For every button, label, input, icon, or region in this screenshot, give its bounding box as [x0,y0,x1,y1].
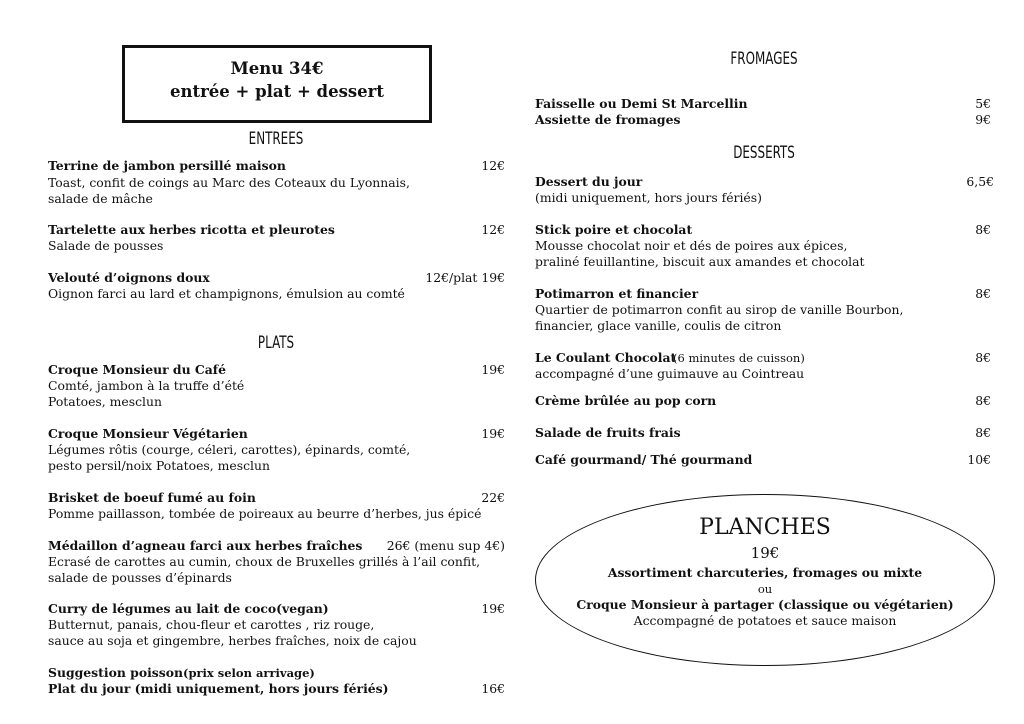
entrees-heading: ENTREES [248,129,304,149]
planches-or: ou [757,582,773,596]
dessert-description: Mousse chocolat noir et dés de poires aux épices, [535,238,848,253]
dessert-name: Crème brûlée au pop corn [535,393,717,408]
plat-description: Ecrasé de carottes au cumin, choux de Bruxelles grillés à l’ail confit, [48,554,481,569]
plat-description: Pomme paillasson, tombée de poireaux au beurre d’herbes, jus épicé [48,506,482,521]
dessert-price: 8€ [975,286,991,301]
fromage-name: Assiette de fromages [535,112,681,127]
plat-name: Médaillon d’agneau farci aux herbes fraîches [48,538,363,553]
dessert-description: praliné feuillantine, biscuit aux amandes et chocolat [535,254,865,269]
fromage-price: 9€ [975,112,991,127]
plat-price: 19€ [481,601,505,616]
entree-name: Tartelette aux herbes ricotta et pleurotes [48,222,335,237]
plat-description: Légumes rôtis (courge, céleri, carottes), épinards, comté, [48,442,411,457]
plat-name: Brisket de boeuf fumé au foin [48,490,256,505]
plat-name: Plat du jour (midi uniquement, hors jours fériés) [48,681,389,696]
entree-price: 12€ [481,222,505,237]
entree-description: Salade de pousses [48,238,164,253]
dessert-description: (midi uniquement, hors jours fériés) [535,190,762,205]
entree-price: 12€/plat 19€ [425,270,505,285]
plat-description: pesto persil/noix Potatoes, mesclun [48,458,270,473]
plat-price: 19€ [481,362,505,377]
entree-name: Terrine de jambon persillé maison [48,158,286,173]
dessert-price: 10€ [967,452,991,467]
fromage-price: 5€ [975,96,991,111]
dessert-note: (6 minutes de cuisson) [673,351,805,365]
entree-name: Velouté d’oignons doux [48,270,210,285]
plat-price: 16€ [481,681,505,696]
plat-price: 26€ (menu sup 4€) [386,538,505,553]
plat-name: Croque Monsieur Végétarien [48,426,248,441]
plat-price: 22€ [481,490,505,505]
dessert-name: Stick poire et chocolat [535,222,693,237]
menu-formula-price: Menu 34€ [230,59,324,78]
planches-line1: Assortiment charcuteries, fromages ou mixte [607,565,923,580]
plat-note: (prix selon arrivage) [183,666,315,680]
dessert-price: 8€ [975,222,991,237]
entree-description: Oignon farci au lard et champignons, émulsion au comté [48,286,405,301]
plat-description: Potatoes, mesclun [48,394,162,409]
dessert-description: Quartier de potimarron confit au sirop de vanille Bourbon, [535,302,904,317]
dessert-price: 8€ [975,425,991,440]
desserts-heading: DESSERTS [733,143,795,163]
fromages-heading: FROMAGES [730,49,798,69]
plat-price: 19€ [481,426,505,441]
entree-description: salade de mâche [48,191,153,206]
dessert-price: 6,5€ [966,174,994,189]
plat-description: sauce au soja et gingembre, herbes fraîches, noix de cajou [48,633,417,648]
entree-price: 12€ [481,158,505,173]
plat-name: Curry de légumes au lait de coco(vegan) [48,601,329,616]
plat-description: Comté, jambon à la truffe d’été [48,378,245,393]
plat-description: salade de pousses d’épinards [48,570,232,585]
dessert-price: 8€ [975,350,991,365]
fromage-name: Faisselle ou Demi St Marcellin [535,96,748,111]
planches-line3: Accompagné de potatoes et sauce maison [633,613,897,628]
dessert-description: accompagné d’une guimauve au Cointreau [535,366,805,381]
plat-description: Butternut, panais, chou-fleur et carottes , riz rouge, [48,617,375,632]
planches-line2: Croque Monsieur à partager (classique ou végétarien) [576,597,954,612]
plat-name: Croque Monsieur du Café [48,362,227,377]
planches-title: PLANCHES [699,515,831,540]
dessert-price: 8€ [975,393,991,408]
entree-description: Toast, confit de coings au Marc des Coteaux du Lyonnais, [48,175,410,190]
plats-heading: PLATS [257,333,295,353]
dessert-name: Potimarron et financier [535,286,699,301]
planches-price: 19€ [750,544,780,562]
menu-formula-box [122,45,432,123]
dessert-description: financier, glace vanille, coulis de citron [535,318,782,333]
dessert-name: Le Coulant Chocolat [535,350,677,365]
plat-name: Suggestion poisson [48,665,184,680]
dessert-name: Dessert du jour [535,174,643,189]
menu-formula-description: entrée + plat + dessert [170,82,384,101]
dessert-name: Café gourmand/ Thé gourmand [535,452,753,467]
dessert-name: Salade de fruits frais [535,425,681,440]
planches-oval [535,494,995,666]
